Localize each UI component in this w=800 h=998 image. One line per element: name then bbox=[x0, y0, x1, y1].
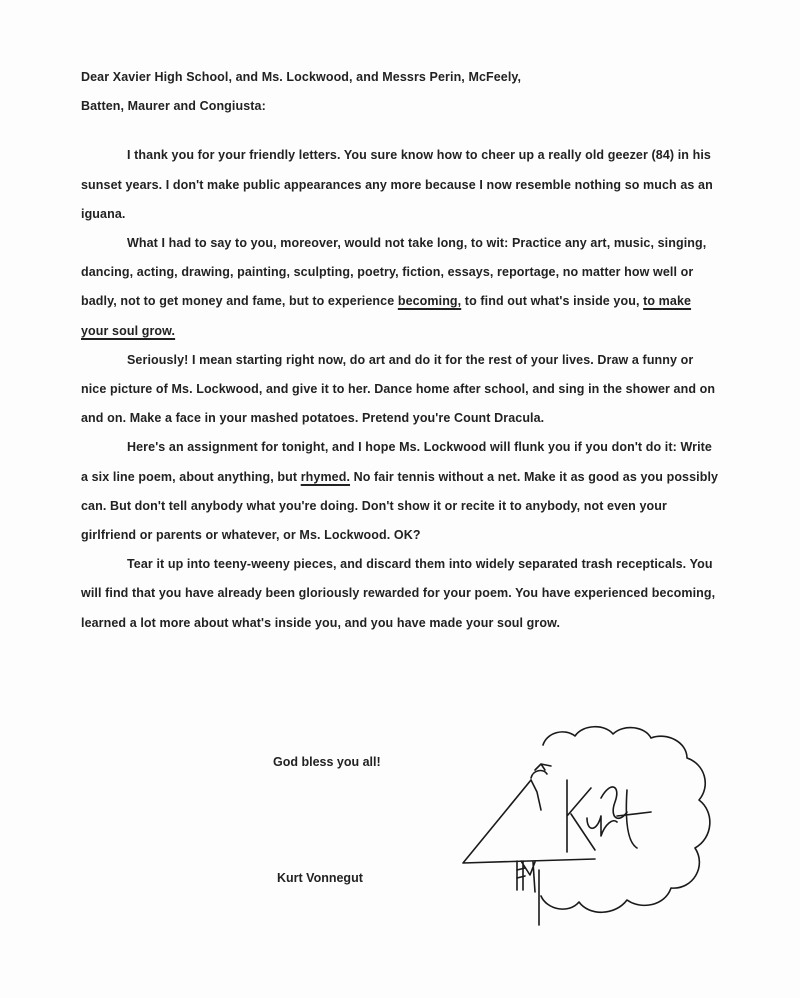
salutation bbox=[81, 63, 721, 121]
letter-body bbox=[81, 63, 721, 638]
paragraph-text: Tear it up into teeny-weeny pieces, and discard them into widely separated trash recepticals. You will find that you have already been gloriously rewarded for your poem. You have experienced becoming, learned a lot more about what's inside you, and you have made your soul grow. bbox=[81, 557, 716, 630]
letter-paragraph bbox=[81, 550, 721, 638]
signature-flourish bbox=[601, 787, 627, 818]
closing-line: God bless you all! bbox=[273, 755, 381, 769]
signature-drawing-icon bbox=[455, 720, 725, 940]
underlined-phrase: becoming, bbox=[397, 294, 462, 309]
salutation-line-2: Batten, Maurer and Congiusta: bbox=[81, 99, 266, 114]
letter-paragraphs bbox=[81, 141, 721, 637]
paragraph-text: to find out what's inside you, bbox=[461, 294, 644, 309]
figure-legs bbox=[517, 861, 539, 925]
paragraph-text: What I had to say to you, moreover, would not take long, to wit: Practice any art, music, singing, dancing, acting, drawing, painting, sculpting, poetry, fiction, essays, reportage, no matter how well or badly, not to get money and fame, but to experience bbox=[81, 236, 707, 309]
paragraph-text: I thank you for your friendly letters. You sure know how to cheer up a really old geezer (84) in his sunset years. I don't make public appearances any more because I now resemble nothing so much as an iguana. bbox=[81, 148, 713, 221]
salutation-line-1: Dear Xavier High School, and Ms. Lockwood, and Messrs Perin, McFeely, bbox=[81, 70, 522, 84]
underlined-phrase: rhymed. bbox=[300, 469, 351, 484]
paragraph-text: Here's an assignment for tonight, and I hope Ms. Lockwood will flunk you if you don't do it: Write a six line poem, about anything, but bbox=[81, 440, 712, 484]
figure-head bbox=[531, 764, 551, 778]
letter-paragraph bbox=[81, 141, 721, 229]
signature-k bbox=[567, 780, 595, 852]
paragraph-text: No fair tennis without a net. Make it as good as you possibly can. But don't tell anybody what you're doing. Don't show it or recite it to anybody, not even your girlfriend or parents or whatever, or Ms. Lockwood. OK? bbox=[81, 469, 719, 543]
letter-paragraph bbox=[81, 433, 721, 550]
paragraph-text: Seriously! I mean starting right now, do art and do it for the rest of your lives. Draw a funny or nice picture of Ms. Lockwood, and give it to her. Dance home after school, and sing in the shower and on and on. Make a face in your mashed potatoes. Pretend you're Count Dracula. bbox=[81, 352, 716, 426]
underlined-phrase: to make your soul grow. bbox=[81, 294, 692, 338]
figure-inner bbox=[531, 780, 541, 810]
letter-paragraph bbox=[81, 229, 721, 346]
letter-paragraph bbox=[81, 346, 721, 434]
sender-name: Kurt Vonnegut bbox=[277, 871, 363, 885]
